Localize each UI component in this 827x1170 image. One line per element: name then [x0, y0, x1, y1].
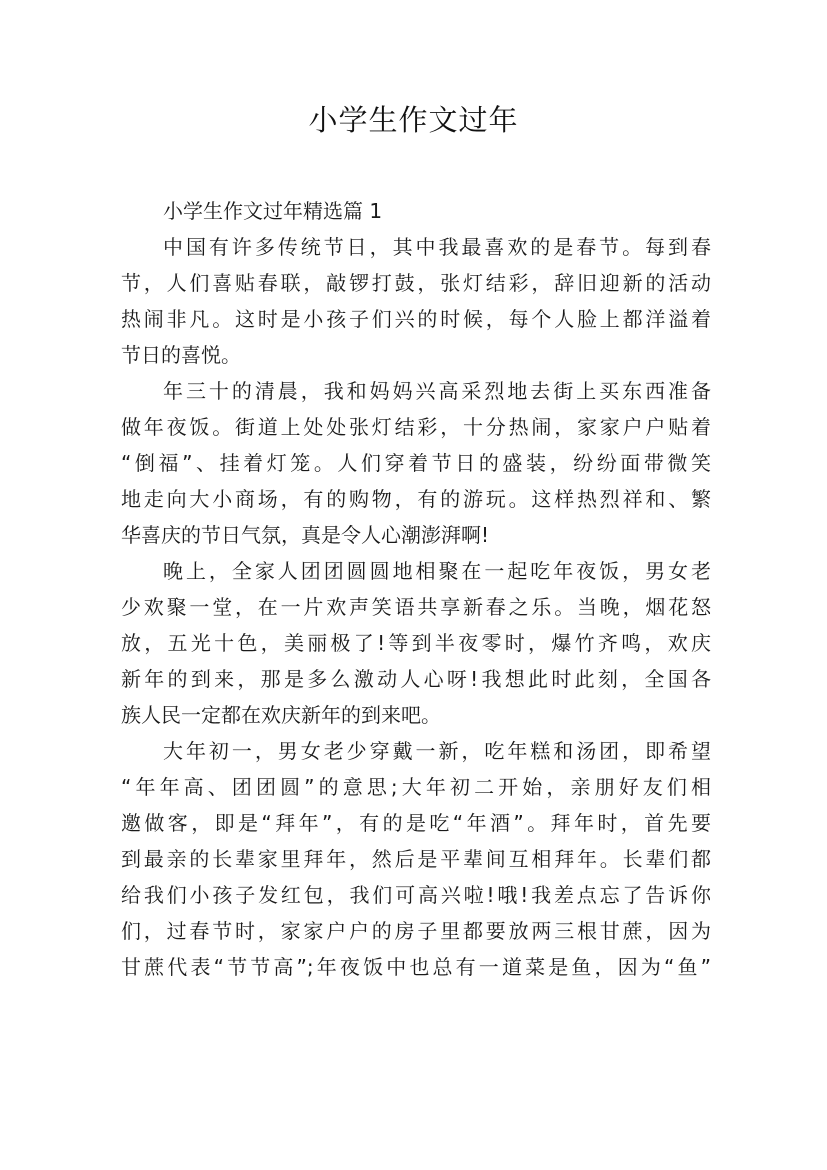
paragraph-line: 大年初一，男女老少穿戴一新，吃年糕和汤团，即希望 [163, 739, 711, 763]
section-subheading: 小学生作文过年精选篇 1 [163, 199, 383, 223]
paragraph-line: 给我们小孩子发红包，我们可高兴啦!哦!我差点忘了告诉你 [121, 883, 711, 907]
paragraph-1 [121, 229, 711, 373]
paragraph-line: 族人民一定都在欢庆新年的到来吧。 [121, 703, 441, 727]
paragraph-line: “倒福”、挂着灯笼。人们穿着节日的盛装，纷纷面带微笑 [121, 451, 711, 475]
paragraph-line: 年三十的清晨，我和妈妈兴高采烈地去街上买东西准备 [163, 379, 711, 403]
paragraph-2 [121, 373, 711, 553]
paragraph-line: 节日的喜悦。 [121, 343, 241, 367]
paragraph-line: 热闹非凡。这时是小孩子们兴的时候，每个人脸上都洋溢着 [121, 307, 711, 331]
paragraph-line: 放，五光十色，美丽极了!等到半夜零时，爆竹齐鸣，欢庆 [121, 631, 711, 655]
paragraph-line: 华喜庆的节日气氛，真是令人心潮澎湃啊! [121, 523, 490, 547]
paragraph-line: 少欢聚一堂，在一片欢声笑语共享新春之乐。当晚，烟花怒 [121, 595, 711, 619]
paragraph-4 [121, 733, 711, 985]
paragraph-line: 们，过春节时，家家户户的房子里都要放两三根甘蔗，因为 [121, 919, 711, 943]
paragraph-3 [121, 553, 711, 733]
paragraph-line: 晚上，全家人团团圆圆地相聚在一起吃年夜饭，男女老 [163, 559, 711, 583]
document-title: 小学生作文过年 [308, 103, 519, 137]
paragraph-line: 节，人们喜贴春联，敲锣打鼓，张灯结彩，辞旧迎新的活动 [121, 271, 711, 295]
paragraph-line: 做年夜饭。街道上处处张灯结彩，十分热闹，家家户户贴着 [121, 415, 711, 439]
paragraph-line: 地走向大小商场，有的购物，有的游玩。这样热烈祥和、繁 [121, 487, 711, 511]
paragraph-line: 邀做客，即是“拜年”，有的是吃“年酒”。拜年时，首先要 [121, 811, 711, 835]
paragraph-line: 新年的到来，那是多么激动人心呀!我想此时此刻，全国各 [121, 667, 711, 691]
document-body [121, 193, 711, 985]
paragraph-line: 甘蔗代表“节节高”;年夜饭中也总有一道菜是鱼，因为“鱼” [121, 955, 711, 979]
paragraph-line: 到最亲的长辈家里拜年，然后是平辈间互相拜年。长辈们都 [121, 847, 711, 871]
paragraph-line: 中国有许多传统节日，其中我最喜欢的是春节。每到春 [163, 235, 711, 259]
paragraph-line: “年年高、团团圆”的意思;大年初二开始，亲朋好友们相 [121, 775, 711, 799]
